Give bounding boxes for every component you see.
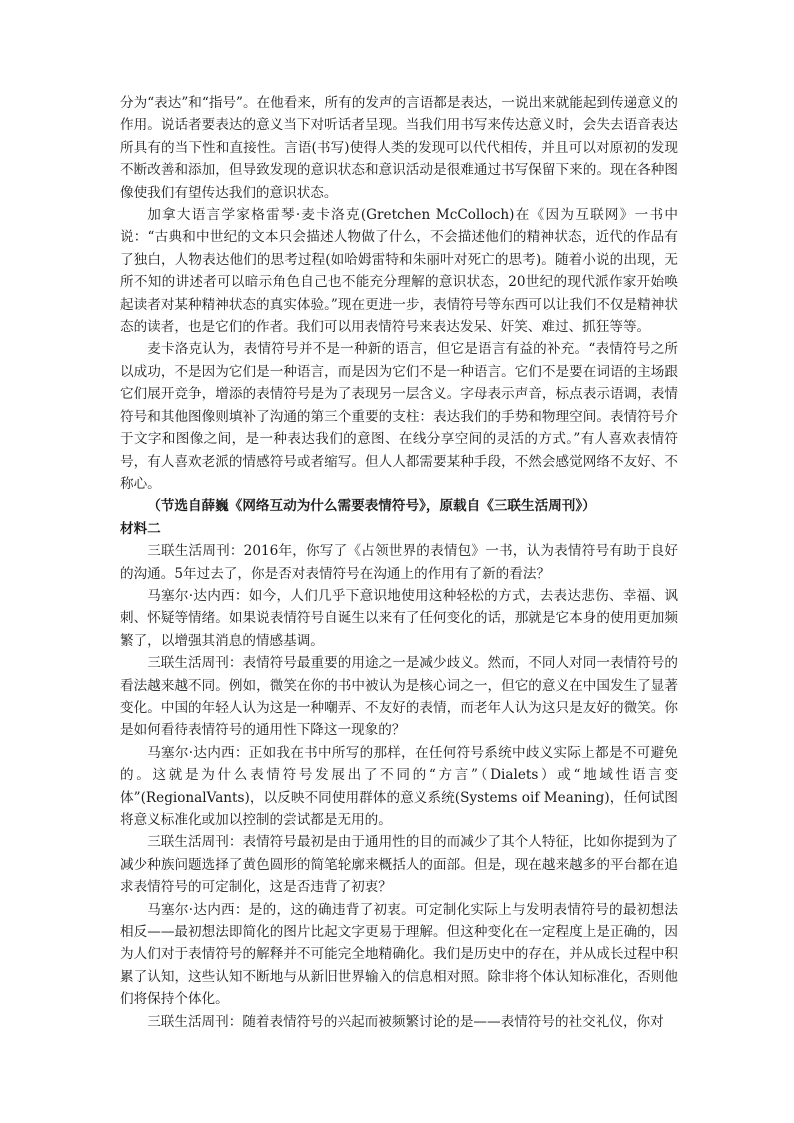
- material-one-source: （节选自薛巍《网络互动为什么需要表情符号》，原载自《三联生活周刊》）: [147, 498, 596, 515]
- interview-answer-3: 马塞尔·达内西：是的，这的确违背了初衷。可定制化实际上与发明表情符号的最初想法相反——最初想法即简化的图片比起文字更易于理解。但这种变化在一定程度上是正确的，因为人们对于表情符号的解释并不可能完全地精确化。我们是历史中的存在，并从成长过程中积累了认知，这些认知不断地与从新旧世界输入的信息相对照。除非将个体认知标准化，否则他们将保持个体化。: [120, 901, 678, 1008]
- interview-answer-1: 马塞尔·达内西：如今，人们几乎下意识地使用这种轻松的方式，去表达悲伤、幸福、讽刺、怀疑等情绪。如果说表情符号自诞生以来有了任何变化的话，那就是它本身的使用更加频繁了，以增强其消息的情感基调。: [120, 587, 678, 649]
- material-two-heading: 材料二: [120, 520, 161, 537]
- material-one-paragraph-2: 加拿大语言学家格雷琴·麦卡洛克(Gretchen McColloch)在《因为互联网》一书中说：“古典和中世纪的文本只会描述人物做了什么，不会描述他们的精神状态，近代的作品有了独白，人物表达他们的思考过程(如哈姆雷特和朱丽叶对死亡的思考)。随着小说的出现，无所不知的讲述者可以暗示角色自己也不能充分理解的意识状态，20世纪的现代派作家开始唤起读者对某种精神状态的真实体验。”现在更进一步，表情符号等东西可以让我们不仅是精神状态的读者，也是它们的作者。我们可以用表情符号来表达发呆、奸笑、难过、抓狂等等。: [120, 207, 678, 336]
- material-one-paragraph-3: 麦卡洛克认为，表情符号并不是一种新的语言，但它是语言有益的补充。“表情符号之所以成功，不是因为它们是一种语言，而是因为它们不是一种语言。它们不是要在词语的主场跟它们展开竞争，增添的表情符号是为了表现另一层含义。字母表示声音，标点表示语调，表情符号和其他图像则填补了沟通的第三个重要的支柱：表达我们的手势和物理空间。表情符号介于文字和图像之间，是一种表达我们的意图、在线分享空间的灵活的方式。”有人喜欢表情符号，有人喜欢老派的情感符号或者缩写。但人人都需要某种手段，不然会感觉网络不友好、不称心。: [120, 341, 678, 492]
- interview-question-1: 三联生活周刊：2016年，你写了《占领世界的表情包》一书，认为表情符号有助于良好的沟通。5年过去了，你是否对表情符号在沟通上的作用有了新的看法？: [120, 543, 678, 582]
- interview-answer-2: 马塞尔·达内西：正如我在书中所写的那样，在任何符号系统中歧义实际上都是不可避免的。这就是为什么表情符号发展出了不同的“方言”（Dialets）或“地域性语言变体”(RegionalVants)，以反映不同使用群体的意义系统(Systems oif Meaning)，任何试图将意义标准化或加以控制的尝试都是无用的。: [120, 744, 678, 828]
- interview-question-2: 三联生活周刊：表情符号最重要的用途之一是减少歧义。然而，不同人对同一表情符号的看法越来越不同。例如，微笑在你的书中被认为是核心词之一，但它的意义在中国发生了显著变化。中国的年轻人认为这是一种嘲弄、不友好的表情，而老年人认为这只是友好的微笑。你是如何看待表情符号的通用性下降这一现象的？: [120, 655, 678, 739]
- document-page: [120, 92, 678, 1033]
- interview-question-4: 三联生活周刊：随着表情符号的兴起而被频繁讨论的是——表情符号的社交礼仪，你对: [147, 1013, 664, 1030]
- interview-question-3: 三联生活周刊：表情符号最初是由于通用性的目的而减少了其个人特征，比如你提到为了减少种族问题选择了黄色圆形的简笔轮廓来概括人的面部。但是，现在越来越多的平台都在追求表情符号的可定制化，这是否违背了初衷？: [120, 834, 678, 896]
- material-one-paragraph-1: 分为“表达”和“指号”。在他看来，所有的发声的言语都是表达，一说出来就能起到传递意义的作用。说话者要表达的意义当下对听话者呈现。当我们用书写来传达意义时，会失去语音表达所具有的当下性和直接性。言语(书写)使得人类的发现可以代代相传，并且可以对原初的发现不断改善和添加，但导致发现的意识状态和意识活动是很难通过书写保留下来的。现在各种图像使我们有望传达我们的意识状态。: [120, 95, 678, 201]
